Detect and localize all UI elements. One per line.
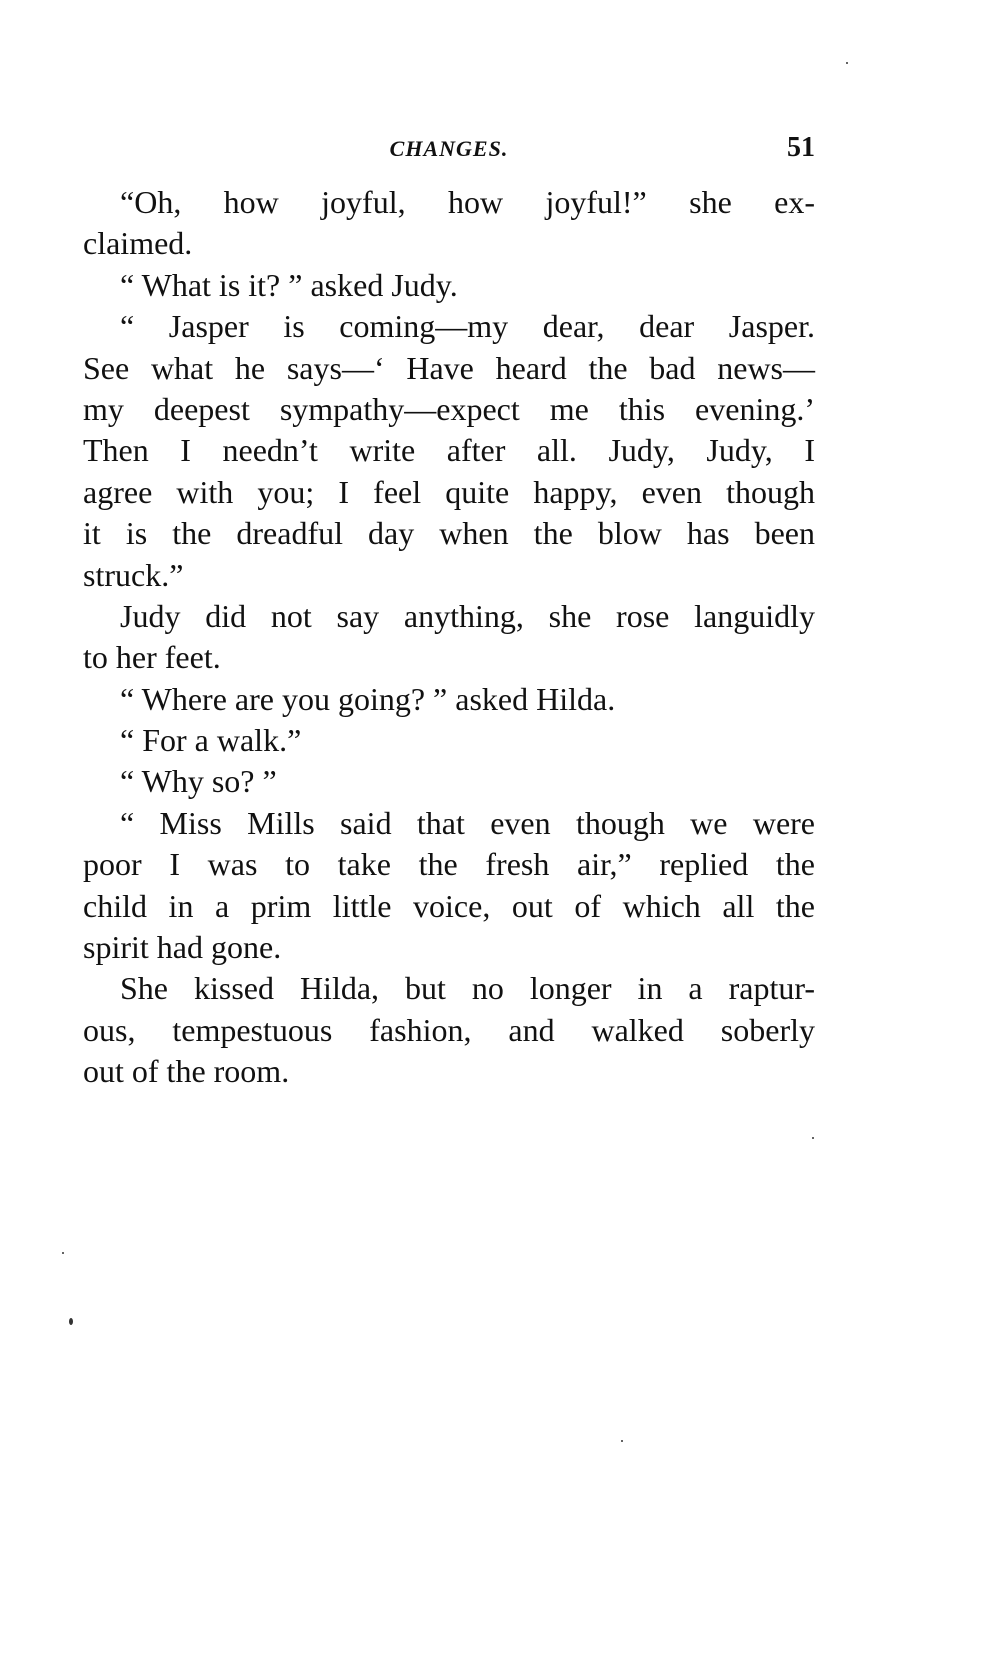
page-header bbox=[83, 128, 815, 168]
text-line: poor I was to take the fresh air,” replied the bbox=[83, 846, 815, 883]
scan-speck bbox=[62, 1252, 64, 1254]
text-line: out of the room. bbox=[83, 1053, 290, 1090]
text-line: She kissed Hilda, but no longer in a raptur- bbox=[120, 970, 815, 1007]
text-line: to her feet. bbox=[83, 639, 221, 676]
body-text bbox=[83, 182, 815, 1093]
text-line: child in a prim little voice, out of which all the bbox=[83, 887, 815, 924]
text-line: struck.” bbox=[83, 556, 184, 593]
text-line: “ Jasper is coming—my dear, dear Jasper. bbox=[120, 308, 815, 345]
text-line: it is the dreadful day when the blow has been bbox=[83, 515, 815, 552]
text-line: ous, tempestuous fashion, and walked soberly bbox=[83, 1011, 815, 1048]
scan-speck bbox=[812, 1137, 814, 1139]
text-line: Judy did not say anything, she rose languidly bbox=[120, 597, 815, 634]
scan-speck bbox=[846, 62, 848, 64]
text-line: agree with you; I feel quite happy, even though bbox=[83, 473, 815, 510]
text-line: See what he says—‘ Have heard the bad news— bbox=[83, 349, 815, 386]
text-line: “ What is it? ” asked Judy. bbox=[120, 266, 458, 303]
text-line: spirit had gone. bbox=[83, 929, 282, 966]
running-title: CHANGES. bbox=[389, 136, 509, 161]
text-line: “ Why so? ” bbox=[120, 763, 277, 800]
text-line: “ For a walk.” bbox=[120, 722, 302, 759]
scan-speck bbox=[621, 1440, 623, 1442]
text-line: “ Miss Mills said that even though we were bbox=[120, 804, 815, 841]
page-number: 51 bbox=[787, 132, 815, 163]
text-line: claimed. bbox=[83, 225, 193, 262]
text-line: “ Where are you going? ” asked Hilda. bbox=[120, 680, 616, 717]
text-line: “Oh, how joyful, how joyful!” she ex- bbox=[120, 184, 815, 220]
text-line: Then I needn’t write after all. Judy, Judy, I bbox=[83, 432, 815, 469]
text-line: my deepest sympathy—expect me this evening.’ bbox=[83, 390, 815, 427]
scan-speck bbox=[69, 1318, 73, 1325]
